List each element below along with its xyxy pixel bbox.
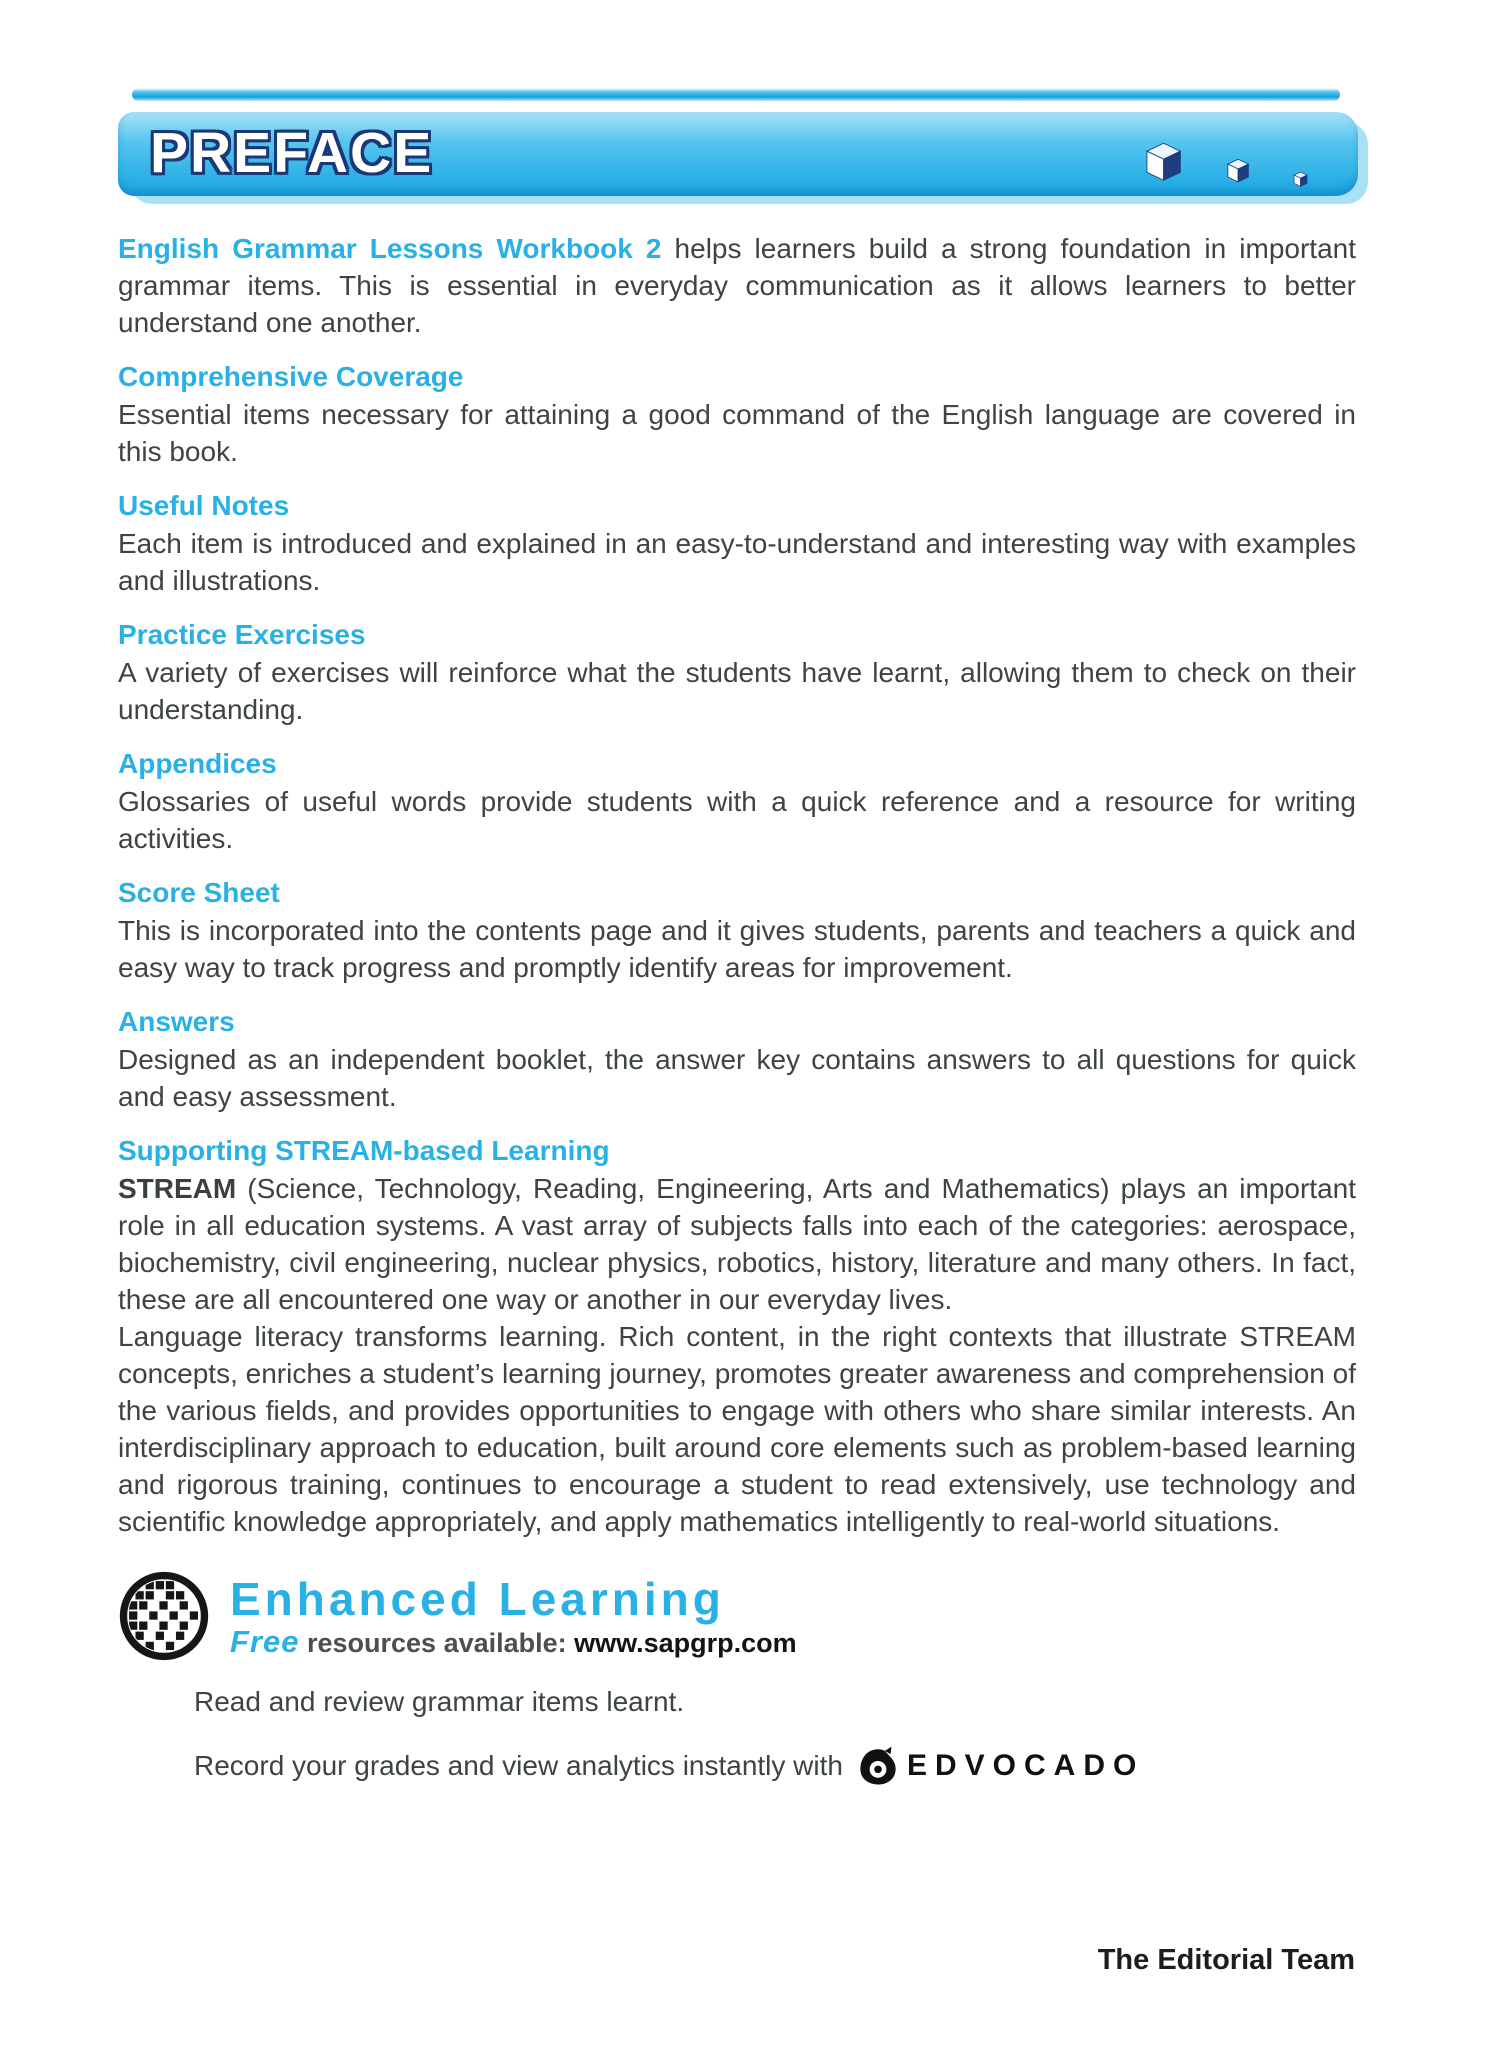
section-heading: Practice Exercises: [118, 619, 366, 650]
intro-text: helps learners build a strong foundation in important grammar items. This is essential in everyday communication as it allows learners to better understand one another.: [118, 233, 1356, 338]
section-body: This is incorporated into the contents page and it gives students, parents and teachers a quick and easy way to track progress and promptly identify areas for improvement.: [118, 915, 1356, 983]
section-heading: Score Sheet: [118, 877, 280, 908]
enhanced-learning-banner: [118, 1570, 1356, 1662]
section-score-sheet: [118, 876, 1356, 986]
section-heading: Useful Notes: [118, 490, 290, 521]
section-heading: Appendices: [118, 748, 277, 779]
enhanced-learning-subtitle: [230, 1623, 797, 1659]
page-header: [118, 112, 1358, 196]
free-label: Free: [230, 1623, 300, 1659]
resources-label: resources available:: [299, 1627, 575, 1658]
record-grades-line: [194, 1744, 1356, 1788]
stream-acronym: STREAM: [118, 1173, 248, 1204]
read-review-line: Read and review grammar items learnt.: [194, 1686, 685, 1717]
edvocado-wordmark: EDVOCADO: [906, 1749, 1145, 1782]
decorative-top-strip: [132, 88, 1340, 101]
page-title: PREFACE: [150, 121, 434, 185]
section-appendices: [118, 747, 1356, 857]
section-body: Each item is introduced and explained in an easy-to-understand and interesting way with examples and illustrations.: [118, 528, 1356, 596]
stream-paragraph-1-text: (Science, Technology, Reading, Engineering, Arts and Mathematics) plays an important role in all education systems. A vast array of subjects falls into each of the categories: aerospace, biochemistry, civil engineering, nuclear physics, robotics, history, literature and many others. In fact, these are all encountered one way or another in our everyday lives.: [118, 1173, 1357, 1315]
resources-url: www.sapgrp.com: [574, 1627, 797, 1658]
record-grades-text: Record your grades and view analytics instantly with: [194, 1750, 843, 1781]
section-body: A variety of exercises will reinforce what the students have learnt, allowing them to check on their understanding.: [118, 657, 1356, 725]
enhanced-learning-text: [230, 1574, 797, 1659]
cube-icon: [1139, 138, 1183, 182]
page-content: [118, 230, 1356, 1788]
intro-paragraph: [118, 230, 1356, 341]
book-title: English Grammar Lessons Workbook 2: [118, 233, 675, 264]
enhanced-learning-title: Enhanced Learning: [230, 1572, 725, 1625]
section-comprehensive-coverage: [118, 360, 1356, 470]
section-body: Glossaries of useful words provide students with a quick reference and a resource for writing activities.: [118, 786, 1356, 854]
section-heading: Answers: [118, 1006, 235, 1037]
cube-icon: [1291, 170, 1308, 187]
section-stream-learning: [118, 1134, 1356, 1540]
section-heading: Supporting STREAM-based Learning: [118, 1135, 610, 1166]
section-useful-notes: [118, 489, 1356, 599]
editorial-team-signoff: The Editorial Team: [1097, 1944, 1355, 1976]
edvocado-logo: [857, 1744, 1144, 1788]
stream-paragraph-1: [118, 1170, 1356, 1318]
globe-qr-icon: [118, 1570, 210, 1662]
cube-icon: [1223, 156, 1250, 183]
section-answers: [118, 1005, 1356, 1115]
avocado-icon: [857, 1745, 899, 1787]
section-body: Designed as an independent booklet, the answer key contains answers to all questions for quick and easy assessment.: [118, 1044, 1356, 1112]
stream-paragraph-2: Language literacy transforms learning. Rich content, in the right contexts that illustrate STREAM concepts, enriches a student’s learning journey, promotes greater awareness and comprehension of the various fields, and provides opportunities to engage with others who share similar interests. An interdisciplinary approach to education, built around core elements such as problem-based learning and rigorous training, continues to encourage a student to read extensively, use technology and scientific knowledge appropriately, and apply mathematics intelligently to real-world situations.: [118, 1321, 1356, 1537]
section-body: Essential items necessary for attaining a good command of the English language are covered in this book.: [118, 399, 1356, 467]
section-heading: Comprehensive Coverage: [118, 361, 464, 392]
section-practice-exercises: [118, 618, 1356, 728]
